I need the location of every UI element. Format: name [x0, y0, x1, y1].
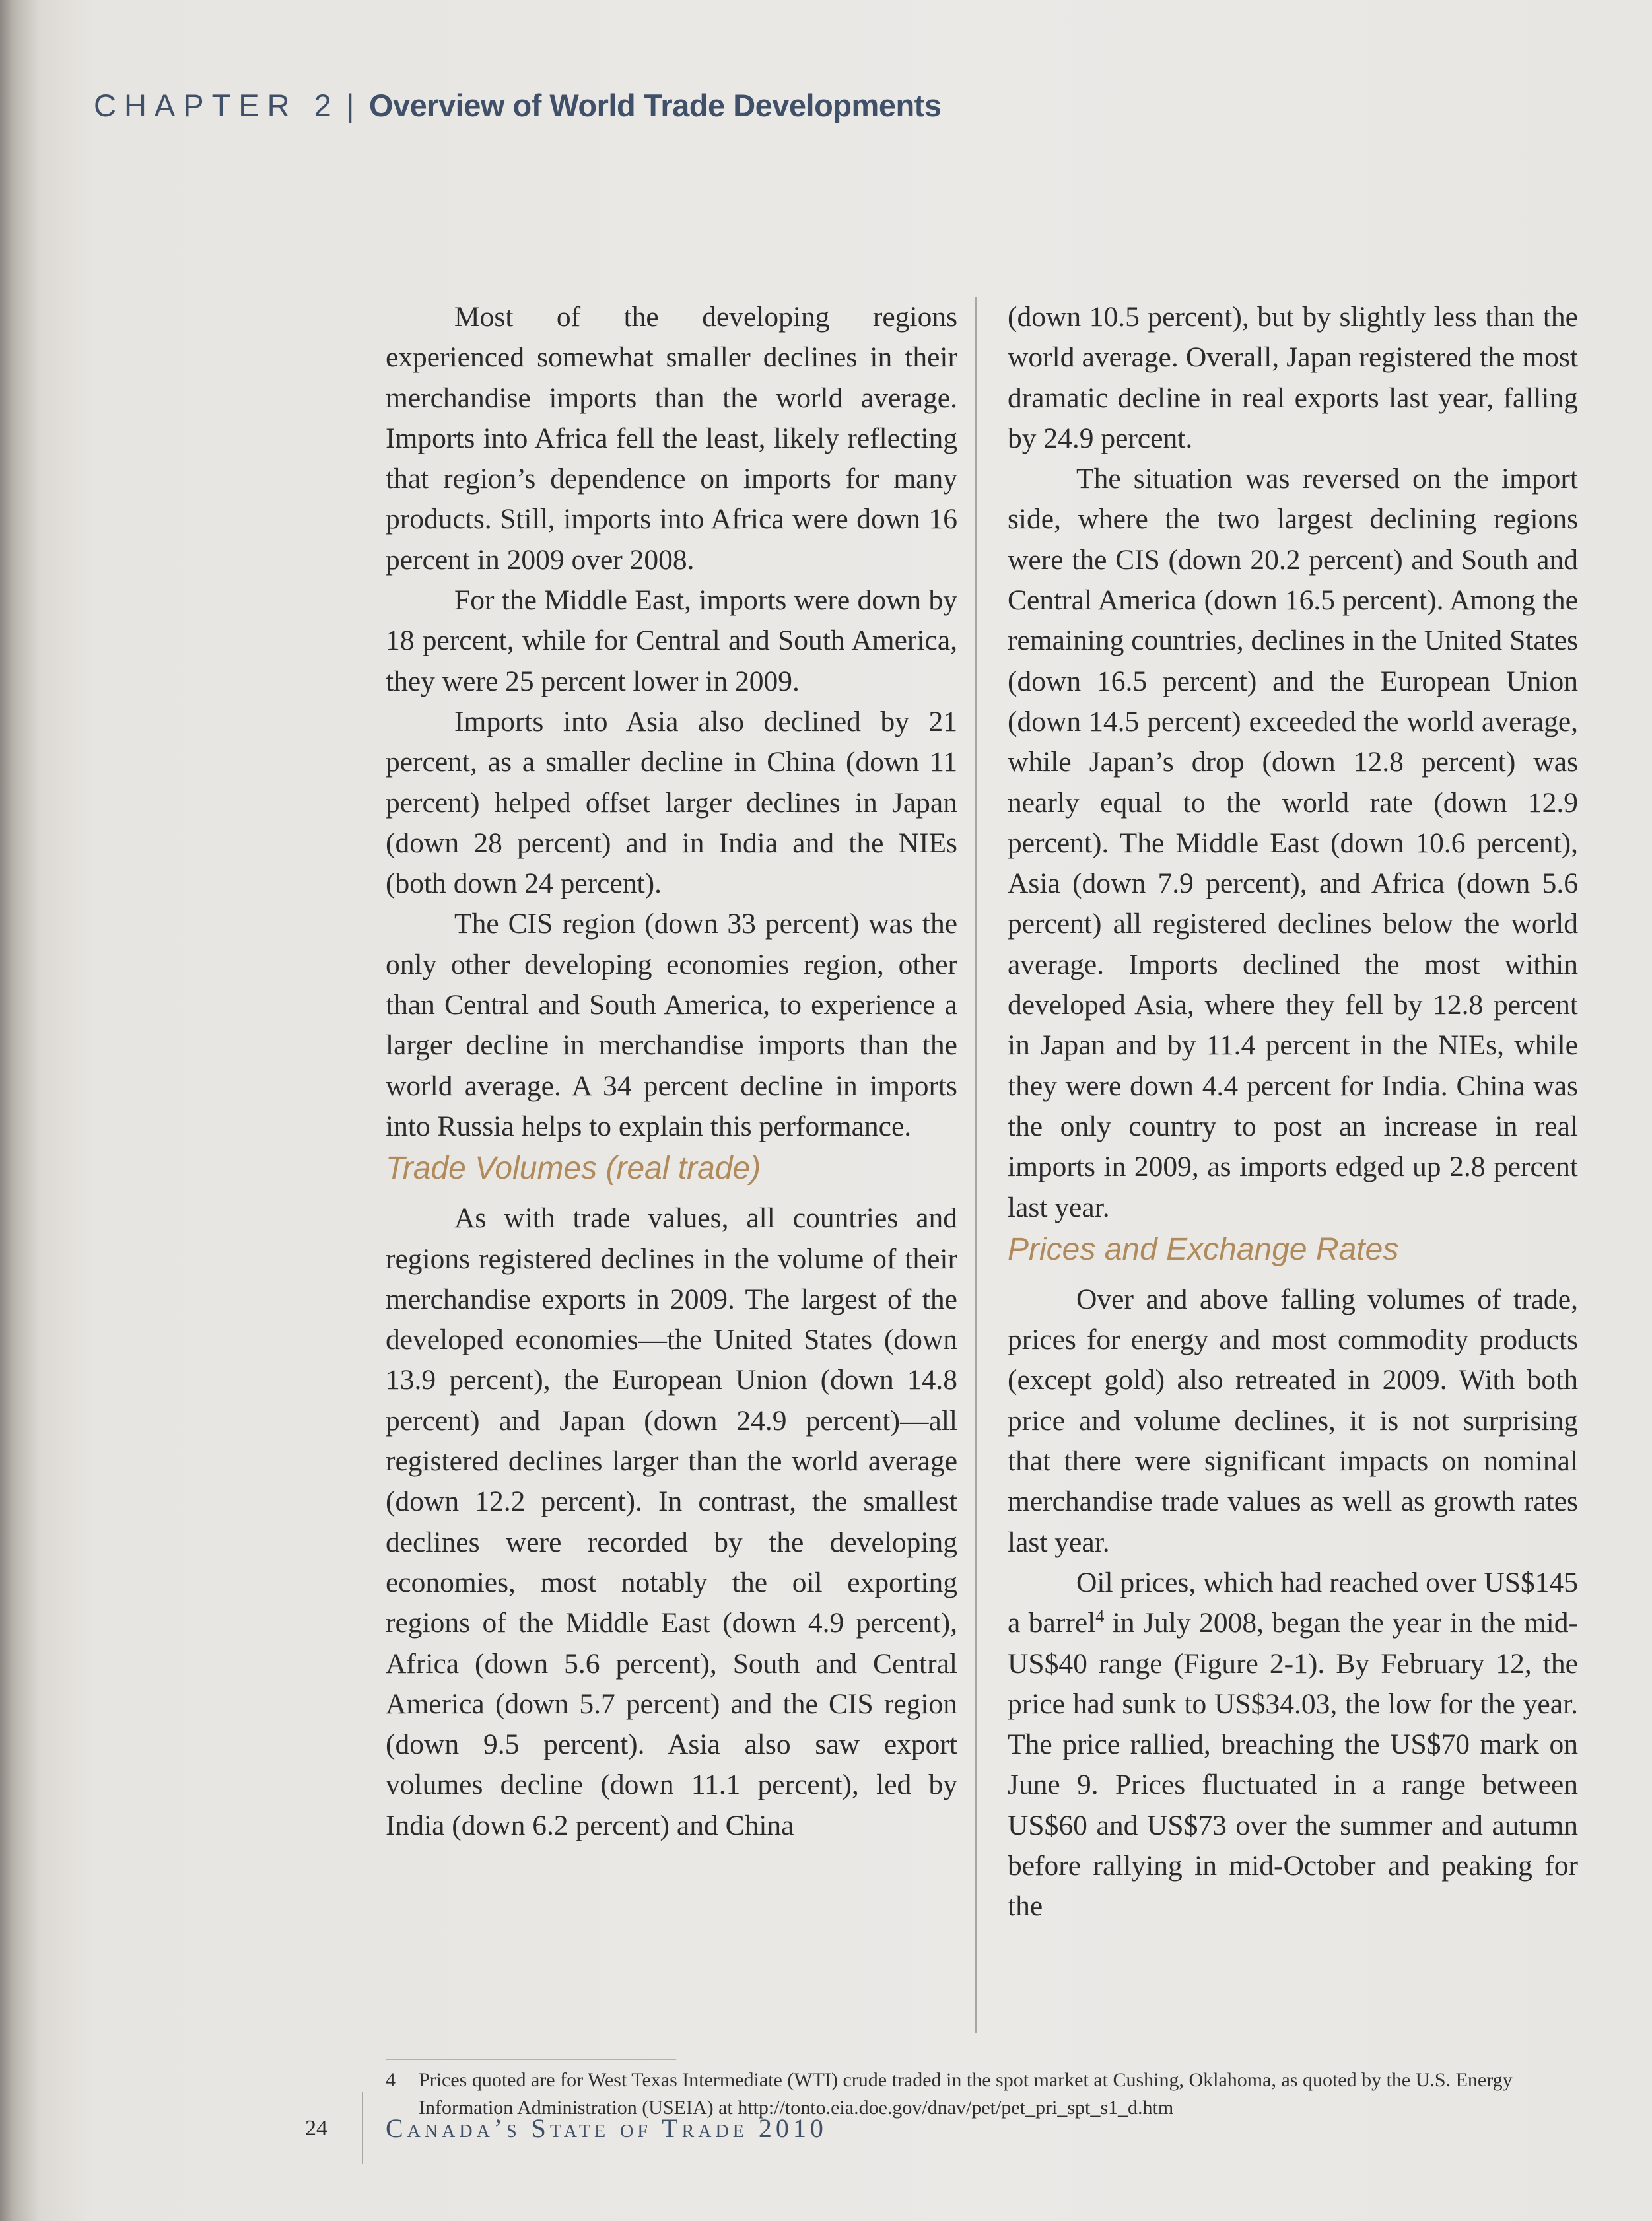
paragraph: For the Middle East, imports were down by 18 percent, while for Central and South America, they were 25 percent lower in 2009. [386, 584, 957, 697]
paragraph-text: Oil prices, which had reached over US$145 a barrel [1008, 1566, 1578, 1639]
right-column [1008, 297, 1578, 1927]
running-title: Canada’s State of Trade 2010 [386, 2113, 827, 2143]
footnote-rule [386, 2059, 676, 2060]
paragraph: Over and above falling volumes of trade, prices for energy and most commodity products (except gold) also retreated in 2009. With both price and volume declines, it is not surprising that there were significant impacts on nominal merchandise trade values as well as growth rates last year. [1008, 1283, 1578, 1558]
section-heading: Prices and Exchange Rates [1008, 1231, 1399, 1267]
column-divider [975, 297, 977, 2033]
paragraph: The situation was reversed on the import side, where the two largest declining regions were the CIS (down 20.2 percent) and South and Central America (down 16.5 percent). Among the remaining countries, declines in the United States (down 16.5 percent) and the European Union (down 14.5 percent) exceeded the world average, while Japan’s drop (down 12.8 percent) was nearly equal to the world rate (down 12.9 percent). The Middle East (down 10.6 percent), Asia (down 7.9 percent), and Africa (down 5.6 percent) all registered declines below the world average. Imports declined the most within developed Asia, where they fell by 12.8 percent in Japan and by 11.4 percent in the NIEs, while they were down 4.4 percent for India. China was the only country to post an increase in real imports in 2009, as imports edged up 2.8 percent last year. [1008, 463, 1578, 1223]
paragraph: Imports into Asia also declined by 21 percent, as a smaller decline in China (down 11 percent) helped offset larger declines in Japan (down 28 percent) and in India and the NIEs (both down 24 percent). [386, 705, 957, 900]
footer-divider [362, 2092, 363, 2164]
chapter-header [94, 87, 941, 123]
chapter-title: Overview of World Trade Developments [368, 88, 942, 123]
paragraph: (down 10.5 percent), but by slightly less than the world average. Overall, Japan registered the most dramatic decline in real exports last year, falling by 24.9 percent. [1008, 301, 1578, 454]
paragraph: The CIS region (down 33 percent) was the only other developing economies region, other than Central and South America, to experience a larger decline in merchandise imports than the world average. A 34 percent decline in imports into Russia helps to explain this performance. [386, 908, 957, 1142]
footnote-text: Prices quoted are for West Texas Intermediate (WTI) crude traded in the spot market at Cushing, Oklahoma, as quoted by the U.S. Energy Information Administration (USEIA) at http://tonto.eia.doe.gov/dnav/pet/pet_pri_spt_s1_d.htm [419, 2069, 1513, 2119]
section-heading: Trade Volumes (real trade) [386, 1151, 761, 1186]
left-column [386, 297, 957, 1846]
header-separator: | [346, 88, 355, 123]
paragraph [1008, 1563, 1578, 1927]
page-number: 24 [305, 2116, 327, 2140]
paragraph: As with trade values, all countries and regions registered declines in the volume of their merchandise exports in 2009. The largest of the developed economies—the United States (down 13.9 percent), the European Union (down 14.8 percent) and Japan (down 24.9 percent)—all registered declines larger than the world average (down 12.2 percent). In contrast, the smallest declines were recorded by the developing economies, most notably the oil exporting regions of the Middle East (down 4.9 percent), Africa (down 5.6 percent), South and Central America (down 5.7 percent) and the CIS region (down 9.5 percent). Asia also saw export volumes decline (down 11.1 percent), led by India (down 6.2 percent) and China [386, 1202, 957, 1841]
paragraph-text: in July 2008, began the year in the mid-US$40 range (Figure 2-1). By February 12, the price had sunk to US$34.03, the low for the year. The price rallied, breaching the US$70 mark on June 9. Prices fluctuated in a range between US$60 and US$73 over the summer and autumn before rallying in mid-October and peaking for the [1008, 1607, 1578, 1923]
chapter-label: CHAPTER 2 [94, 88, 339, 123]
paragraph: Most of the developing regions experienced somewhat smaller declines in their merchandise imports than the world average. Imports into Africa fell the least, likely reflecting that region’s dependence on imports for many products. Still, imports into Africa were down 16 percent in 2009 over 2008. [386, 301, 957, 576]
footnote-reference[interactable]: 4 [1095, 1606, 1105, 1626]
footnote-number: 4 [386, 2069, 396, 2091]
